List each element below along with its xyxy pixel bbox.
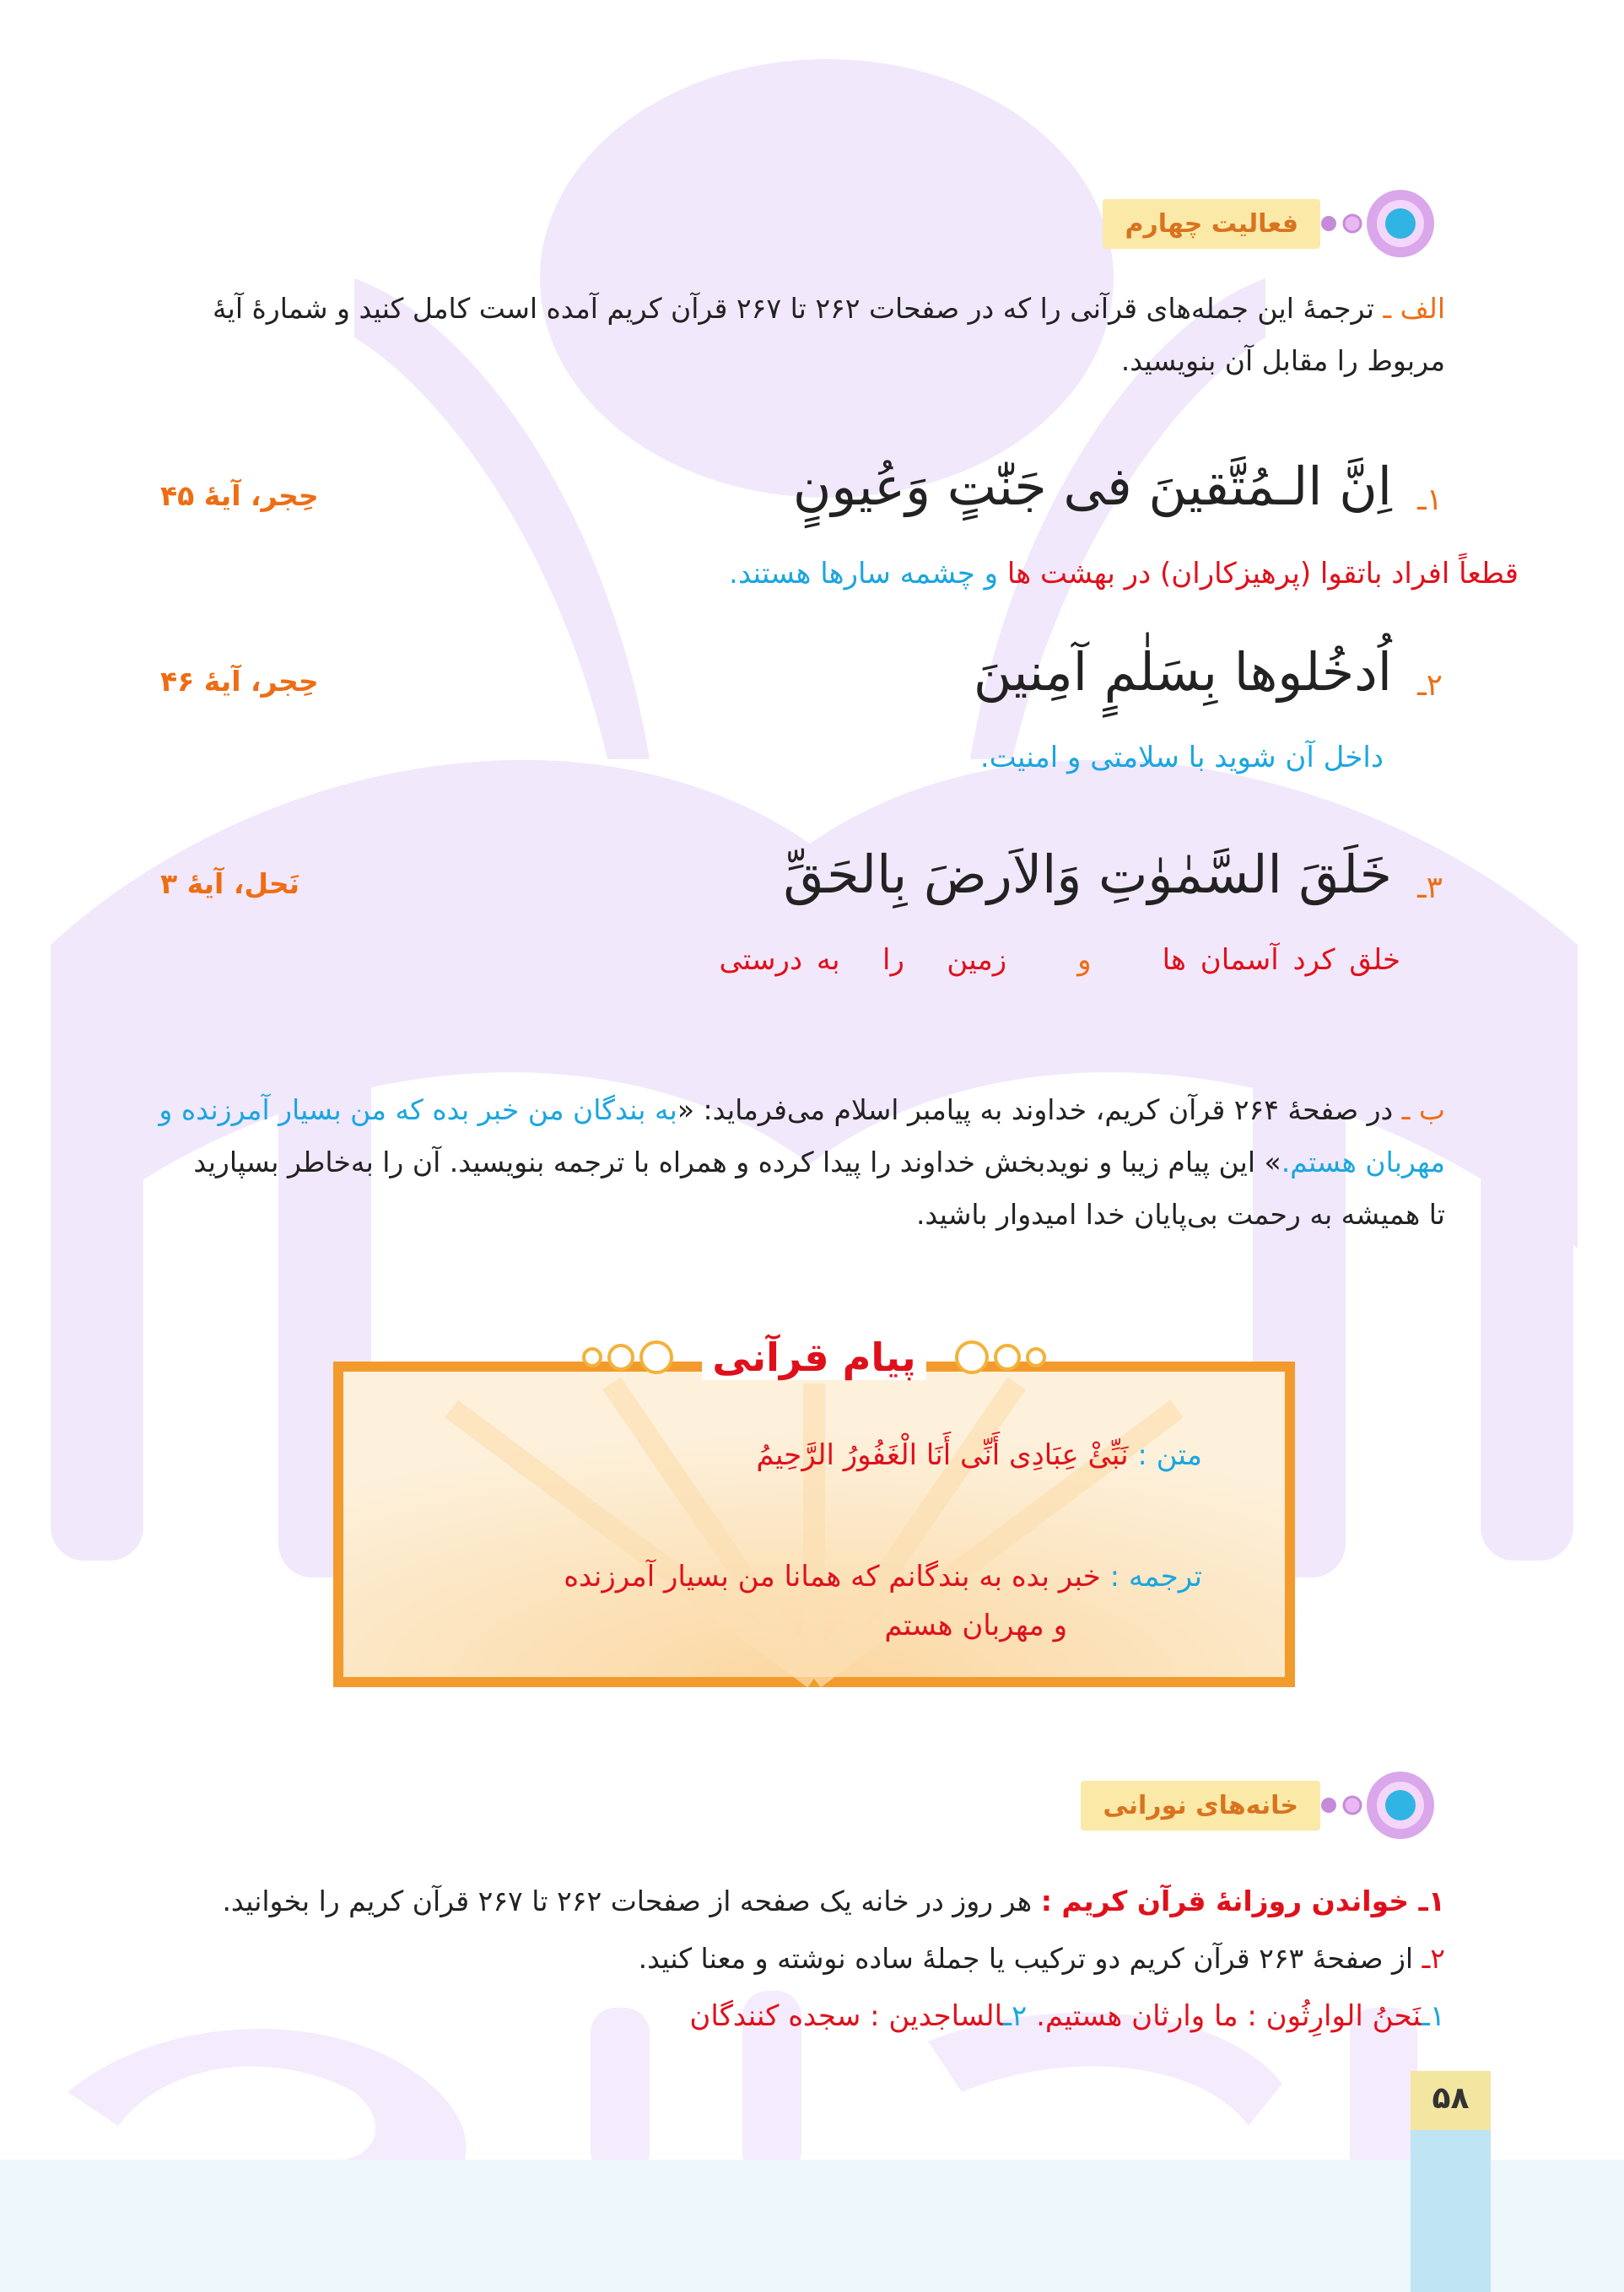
activity-title: فعالیت چهارم (1103, 199, 1320, 249)
activity-header (1103, 186, 1447, 262)
noor-item-1-label: ۱ـ خواندن روزانهٔ قرآن کریم : (1040, 1885, 1445, 1917)
flower-bullet-icon (1320, 1767, 1447, 1843)
noor-answer (154, 1987, 1445, 2045)
noor-item-2-text: از صفحهٔ ۲۶۳ قرآن کریم دو ترکیب یا جملهٔ ساده نوشته و معنا کنید. (638, 1942, 1414, 1975)
translation-word: و (1077, 943, 1092, 977)
part-a-line1: ترجمهٔ این جمله‌های قرآنی را که در صفحات ۲۶۲ تا ۲۶۷ قرآن کریم آمده است کامل کنید و شمارهٔ آیهٔ (212, 292, 1374, 325)
noor-item-2 (154, 1930, 1445, 1987)
message-translation-line1: خبر بده به بندگانم که همانا من بسیار آمرزنده (564, 1560, 1101, 1594)
part-b-line1-text: در صفحهٔ ۲۶۴ قرآن کریم، خداوند به پیامبر اسلام می‌فرماید: « (677, 1093, 1394, 1126)
answer-text: الساجدین : سجده کنندگان (689, 1999, 1004, 2033)
noor-header (1081, 1767, 1447, 1843)
part-a-instruction (163, 283, 1445, 387)
verse-translation: داخل آن شوید با سلامتی و امنیت. (979, 741, 1384, 774)
part-b-line2-text: » این پیام زیبا و نویدبخش خداوند را پیدا کرده و همراه با ترجمه بنویسید. آن را به‌خاطر بسپارید (193, 1146, 1281, 1178)
quranic-message-box (333, 1335, 1295, 1687)
answer-num: ۱ـ (1421, 1999, 1445, 2033)
decorative-dots-icon (938, 1340, 1048, 1374)
translation-word: به درستی (719, 943, 840, 977)
message-translation-row (443, 1552, 1202, 1650)
verse-translation (729, 557, 1519, 591)
decorative-dots-icon (580, 1340, 690, 1374)
page-number: ۵۸ (1432, 2081, 1470, 2116)
part-b-instruction (154, 1084, 1445, 1241)
message-text-row (756, 1438, 1202, 1472)
translation-word: را (882, 943, 904, 977)
verse-number: ۲ـ (1417, 668, 1443, 703)
message-text-label: متن : (1137, 1438, 1202, 1472)
verse-arabic: اُدخُلوها بِسَلٰمٍ آمِنینَ (973, 641, 1392, 703)
page-number-tab (1411, 2071, 1491, 2292)
noor-list (154, 1873, 1445, 2045)
decorative-bullets (1320, 186, 1447, 262)
part-a-marker: الف ـ (1383, 292, 1445, 325)
part-b-line3: تا همیشه به رحمت بی‌پایان خدا امیدوار باشید. (915, 1198, 1445, 1231)
verse-item-1 (160, 456, 1519, 624)
translation-word: زمین (947, 943, 1007, 977)
answer-text: نَحنُ الوارِثُون : ما وارثان هستیم. (1036, 1999, 1422, 2033)
verse-translation (719, 943, 1400, 977)
verse-arabic: اِنَّ الـمُتَّقینَ فی جَنّٰتٍ وَعُیونٍ (792, 456, 1392, 517)
part-a-line2: مربوط را مقابل آن بنویسید. (1120, 344, 1445, 377)
message-title: پیام قرآنی (702, 1335, 925, 1380)
part-b-line2-quote: مهربان هستم. (1281, 1146, 1445, 1178)
verse-number: ۱ـ (1417, 483, 1443, 517)
part-b-line1-quote: به بندگان من خبر بده که من بسیار آمرزنده و (159, 1093, 677, 1126)
noor-item-2-num: ۲ـ (1422, 1942, 1445, 1975)
verse-reference: نَحل، آیهٔ ۳ (160, 867, 300, 900)
noor-title: خانه‌های نورانی (1081, 1781, 1320, 1831)
translation-part-a: قطعاً افراد باتقوا (پرهیزکاران) در بهشت ها (1006, 557, 1519, 591)
verse-item-2 (160, 641, 1443, 793)
flower-bullet-icon (1320, 186, 1447, 262)
translation-word: خلق کرد آسمان ها (1162, 943, 1400, 977)
verse-arabic: خَلَقَ السَّمٰوٰتِ وَالاَرضَ بِالحَقِّ (783, 844, 1392, 905)
decorative-bullets (1320, 1767, 1447, 1843)
message-translation-label: ترجمه : (1109, 1560, 1202, 1594)
message-title-bar (333, 1335, 1295, 1380)
noor-item-1-text: هر روز در خانه یک صفحه از صفحات ۲۶۲ تا ۲۶۷ قرآن کریم را بخوانید. (222, 1885, 1033, 1917)
verse-item-3 (160, 844, 1443, 1012)
translation-part-b: و چشمه سارها هستند. (729, 557, 999, 591)
verse-reference: حِجر، آیهٔ ۴۵ (160, 479, 319, 512)
part-b-marker: ب ـ (1401, 1093, 1445, 1126)
verse-number: ۳ـ (1417, 871, 1443, 905)
message-text-value: نَبِّئْ عِبَادِی أَنِّی أَنَا الْغَفُورُ الرَّحِیمُ (756, 1438, 1129, 1472)
message-translation-line2: و مهربان هستم (884, 1609, 1067, 1642)
noor-item-1 (154, 1873, 1445, 1930)
verse-reference: حِجر، آیهٔ ۴۶ (160, 665, 319, 698)
answer-num: ۲ـ (1003, 1999, 1028, 2033)
